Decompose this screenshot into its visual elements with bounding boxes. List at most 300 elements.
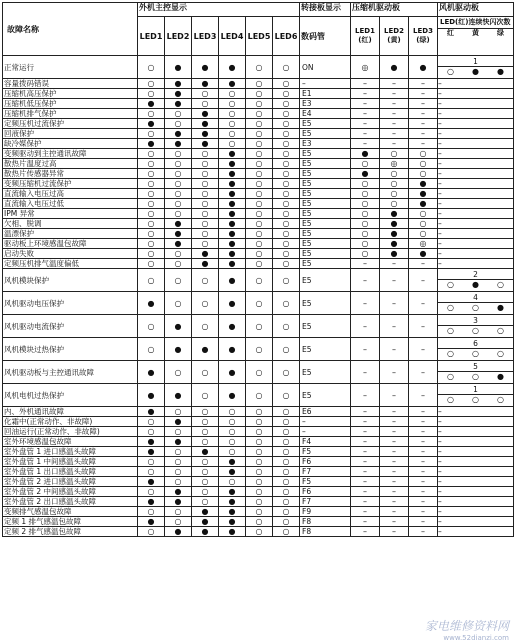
fault-row bbox=[3, 338, 514, 361]
fault-name: 风机模块过热保护 bbox=[3, 338, 138, 361]
fault-name: 室外盘管 2 出口感温头故障 bbox=[3, 497, 138, 507]
main-led4-state: ● bbox=[219, 487, 246, 497]
main-led3-state: ● bbox=[192, 338, 219, 361]
digital-code: E5 bbox=[300, 129, 351, 139]
main-led4-state: ○ bbox=[219, 139, 246, 149]
main-led6-state: ○ bbox=[273, 384, 300, 407]
main-led2-state: ● bbox=[165, 239, 192, 249]
comp-led3-state: – bbox=[409, 292, 438, 315]
main-led3-state: ● bbox=[192, 447, 219, 457]
comp-led1-state: – bbox=[351, 527, 380, 537]
main-led3-state: ○ bbox=[192, 99, 219, 109]
main-led6-state: ○ bbox=[273, 189, 300, 199]
comp-led3-state: – bbox=[409, 467, 438, 477]
fault-name: 室外盘管 1 中间感温头故障 bbox=[3, 457, 138, 467]
main-led4-state: ○ bbox=[219, 89, 246, 99]
main-led1-state: ○ bbox=[138, 338, 165, 361]
comp-led3-state: – bbox=[409, 417, 438, 427]
comp-led1-state: ○ bbox=[351, 219, 380, 229]
main-led3-state: ○ bbox=[192, 457, 219, 467]
comp-led3-state: – bbox=[409, 497, 438, 507]
comp-drive-header: 压缩机驱动板 bbox=[351, 3, 438, 17]
main-led5-state: ○ bbox=[246, 209, 273, 219]
main-led4-state: ● bbox=[219, 315, 246, 338]
main-led4-state: ● bbox=[219, 56, 246, 79]
digital-code: F7 bbox=[300, 497, 351, 507]
comp-led2-state: ● bbox=[380, 219, 409, 229]
comp-led2-state: – bbox=[380, 139, 409, 149]
fan-led-cell bbox=[438, 361, 514, 384]
fan-red-label: 红 bbox=[447, 29, 454, 37]
fan-led-cell bbox=[438, 384, 514, 407]
fan-led-cell: – bbox=[438, 79, 514, 89]
main-led1-state: ○ bbox=[138, 219, 165, 229]
comp-led3-state: – bbox=[409, 99, 438, 109]
main-led2-state: ○ bbox=[165, 517, 192, 527]
main-led1-state: ○ bbox=[138, 209, 165, 219]
main-led5-state: ○ bbox=[246, 507, 273, 517]
fault-row bbox=[3, 292, 514, 315]
watermark-url: www.52dianzi.com bbox=[443, 634, 509, 642]
main-led4-state: ● bbox=[219, 79, 246, 89]
main-led3-state: ○ bbox=[192, 239, 219, 249]
main-led1-state: ● bbox=[138, 99, 165, 109]
main-led5-state: ○ bbox=[246, 407, 273, 417]
digital-code: F7 bbox=[300, 467, 351, 477]
main-led5-state: ○ bbox=[246, 139, 273, 149]
main-led2-state: ● bbox=[165, 315, 192, 338]
comp-led2-state: – bbox=[380, 487, 409, 497]
main-led1-state: ● bbox=[138, 477, 165, 487]
main-led1-state: ○ bbox=[138, 315, 165, 338]
fault-name: 室外盘管 1 出口感温头故障 bbox=[3, 467, 138, 477]
digital-code: E5 bbox=[300, 159, 351, 169]
fan-led-cell: – bbox=[438, 249, 514, 259]
fan-led-state: ○ bbox=[497, 280, 504, 289]
fault-row bbox=[3, 447, 514, 457]
main-led3-state: ○ bbox=[192, 209, 219, 219]
main-led2-state: ○ bbox=[165, 292, 192, 315]
fault-name: 压缩机低压保护 bbox=[3, 99, 138, 109]
comp-led1-state: – bbox=[351, 487, 380, 497]
main-led2-state: ○ bbox=[165, 109, 192, 119]
main-led4-state: ● bbox=[219, 179, 246, 189]
fault-name: 室外环境感温包故障 bbox=[3, 437, 138, 447]
fan-led-cell: – bbox=[438, 199, 514, 209]
fault-name: 散热片温度过高 bbox=[3, 159, 138, 169]
digital-code: E5 bbox=[300, 239, 351, 249]
comp-led1-state: – bbox=[351, 467, 380, 477]
fan-led-cell: – bbox=[438, 417, 514, 427]
comp-led1-state: – bbox=[351, 315, 380, 338]
digital-code: F6 bbox=[300, 487, 351, 497]
comp-led1-state: – bbox=[351, 437, 380, 447]
comp-led3-state: – bbox=[409, 457, 438, 467]
fan-blink-count: 2 bbox=[473, 270, 478, 279]
fault-name: 定频压机过流保护 bbox=[3, 119, 138, 129]
comp-led2-state: – bbox=[380, 99, 409, 109]
digital-code: – bbox=[300, 427, 351, 437]
comp-led2-state: – bbox=[380, 527, 409, 537]
main-led1-state: ○ bbox=[138, 79, 165, 89]
main-led3-state: ○ bbox=[192, 219, 219, 229]
main-led2-state: ○ bbox=[165, 179, 192, 189]
main-led6-state: ○ bbox=[273, 169, 300, 179]
main-led6-state: ○ bbox=[273, 249, 300, 259]
comp-led3-state: ◎ bbox=[409, 239, 438, 249]
main-led3-state: ● bbox=[192, 139, 219, 149]
fan-led-state: ○ bbox=[447, 349, 454, 358]
main-led5-state: ○ bbox=[246, 487, 273, 497]
fan-led-cell: – bbox=[438, 487, 514, 497]
main-led4-state: ● bbox=[219, 497, 246, 507]
digital-code: E5 bbox=[300, 199, 351, 209]
comp-led2-state: ● bbox=[380, 249, 409, 259]
comp-led1-state: – bbox=[351, 269, 380, 292]
fault-name: 定频压机排气温度偏低 bbox=[3, 259, 138, 269]
main-led2-state: ● bbox=[165, 229, 192, 239]
comp-led1-state: – bbox=[351, 79, 380, 89]
fault-row bbox=[3, 189, 514, 199]
main-led2-state: ● bbox=[165, 487, 192, 497]
fan-led-state: ● bbox=[497, 67, 504, 76]
main-led4-state: ○ bbox=[219, 99, 246, 109]
comp-led2-state: ● bbox=[380, 56, 409, 79]
digital-code: – bbox=[300, 79, 351, 89]
digital-code: F6 bbox=[300, 457, 351, 467]
main-led4-state: ○ bbox=[219, 109, 246, 119]
main-led5-state: ○ bbox=[246, 169, 273, 179]
comp-led2-state: ○ bbox=[380, 189, 409, 199]
main-led6-state: ○ bbox=[273, 209, 300, 219]
main-led1-state: ● bbox=[138, 517, 165, 527]
main-led4-state: ● bbox=[219, 169, 246, 179]
fan-led-cell: – bbox=[438, 99, 514, 109]
fault-name: 直流输入电压过高 bbox=[3, 189, 138, 199]
fan-led-cell: – bbox=[438, 497, 514, 507]
main-led6-state: ○ bbox=[273, 361, 300, 384]
main-led3-state: ○ bbox=[192, 417, 219, 427]
fault-row bbox=[3, 149, 514, 159]
main-led5-state: ○ bbox=[246, 384, 273, 407]
comp-led3-state: – bbox=[409, 507, 438, 517]
fault-name: 缺冷媒保护 bbox=[3, 139, 138, 149]
comp-led1-state: – bbox=[351, 129, 380, 139]
fault-row bbox=[3, 427, 514, 437]
main-led1-state: ● bbox=[138, 447, 165, 457]
comp-led1-state: – bbox=[351, 119, 380, 129]
comp-led1-state: – bbox=[351, 407, 380, 417]
outdoor-main-header: 外机主控显示 bbox=[138, 3, 300, 17]
main-led2-state: ○ bbox=[165, 467, 192, 477]
fault-name-header: 故障名称 bbox=[3, 3, 138, 56]
comp-led3-state: – bbox=[409, 527, 438, 537]
digital-code: E5 bbox=[300, 292, 351, 315]
comp-led2-state: – bbox=[380, 361, 409, 384]
comp-led3-state: – bbox=[409, 427, 438, 437]
digital-code: E5 bbox=[300, 338, 351, 361]
main-led4-state: ● bbox=[219, 457, 246, 467]
fan-led-cell: – bbox=[438, 149, 514, 159]
fault-name: 室外盘管 2 进口感温头故障 bbox=[3, 477, 138, 487]
main-led4-state: ● bbox=[219, 249, 246, 259]
main-led6-state: ○ bbox=[273, 199, 300, 209]
comp-led2-state: – bbox=[380, 384, 409, 407]
main-led3-state: ● bbox=[192, 517, 219, 527]
main-led1-state: ○ bbox=[138, 109, 165, 119]
comp-led2-state: ○ bbox=[380, 179, 409, 189]
main-led2-state: ○ bbox=[165, 149, 192, 159]
fault-name: 启动失败 bbox=[3, 249, 138, 259]
main-led3-state: ● bbox=[192, 259, 219, 269]
fan-led-cell: – bbox=[438, 119, 514, 129]
main-led2-state: ● bbox=[165, 527, 192, 537]
main-led6-state: ○ bbox=[273, 427, 300, 437]
main-led4-state: ● bbox=[219, 507, 246, 517]
main-led2-state: ● bbox=[165, 417, 192, 427]
main-led2-state: ○ bbox=[165, 159, 192, 169]
fault-row bbox=[3, 315, 514, 338]
fault-row bbox=[3, 249, 514, 259]
fault-row bbox=[3, 209, 514, 219]
digital-code: E4 bbox=[300, 109, 351, 119]
main-led5-state: ○ bbox=[246, 159, 273, 169]
main-led1-state: ○ bbox=[138, 159, 165, 169]
main-led5-state: ○ bbox=[246, 239, 273, 249]
comp-led3-state: ○ bbox=[409, 169, 438, 179]
comp-led3-state: – bbox=[409, 384, 438, 407]
main-led6-state: ○ bbox=[273, 477, 300, 487]
main-led5-state: ○ bbox=[246, 467, 273, 477]
main-led4-state: ● bbox=[219, 361, 246, 384]
led5-header: LED5 bbox=[246, 17, 273, 56]
fault-row bbox=[3, 179, 514, 189]
main-led3-state: ○ bbox=[192, 199, 219, 209]
main-led4-state: ○ bbox=[219, 417, 246, 427]
comp-led3-state: – bbox=[409, 139, 438, 149]
main-led5-state: ○ bbox=[246, 497, 273, 507]
main-led6-state: ○ bbox=[273, 338, 300, 361]
main-led5-state: ○ bbox=[246, 99, 273, 109]
main-led6-state: ○ bbox=[273, 467, 300, 477]
fan-led-state: ● bbox=[472, 67, 479, 76]
main-led3-state: ● bbox=[192, 56, 219, 79]
main-led2-state: ○ bbox=[165, 427, 192, 437]
comp-led2-state: – bbox=[380, 507, 409, 517]
fan-led-cell bbox=[438, 338, 514, 361]
fan-led-cell: – bbox=[438, 239, 514, 249]
fan-led-cell: – bbox=[438, 407, 514, 417]
main-led1-state: ○ bbox=[138, 179, 165, 189]
main-led6-state: ○ bbox=[273, 457, 300, 467]
main-led3-state: ○ bbox=[192, 269, 219, 292]
main-led1-state: ○ bbox=[138, 427, 165, 437]
fault-row bbox=[3, 417, 514, 427]
main-led6-state: ○ bbox=[273, 56, 300, 79]
main-led5-state: ○ bbox=[246, 56, 273, 79]
fan-led-state: ● bbox=[472, 280, 479, 289]
fan-led-cell: – bbox=[438, 507, 514, 517]
main-led3-state: ○ bbox=[192, 229, 219, 239]
main-led3-state: ● bbox=[192, 249, 219, 259]
fault-row bbox=[3, 79, 514, 89]
main-led2-state: ○ bbox=[165, 269, 192, 292]
fan-drive-header: 风机驱动板 bbox=[438, 3, 514, 17]
main-led6-state: ○ bbox=[273, 229, 300, 239]
digital-code: F5 bbox=[300, 477, 351, 487]
fan-led-cell: – bbox=[438, 437, 514, 447]
comp-led3-state: – bbox=[409, 315, 438, 338]
comp-led1-state: ○ bbox=[351, 239, 380, 249]
comp-led2-state: – bbox=[380, 109, 409, 119]
digital-code: E5 bbox=[300, 384, 351, 407]
fan-led-state: ○ bbox=[447, 280, 454, 289]
fan-yellow-label: 黄 bbox=[472, 29, 479, 37]
main-led3-state: ● bbox=[192, 527, 219, 537]
comp-led3-state: ○ bbox=[409, 149, 438, 159]
main-led5-state: ○ bbox=[246, 79, 273, 89]
main-led4-state: ○ bbox=[219, 437, 246, 447]
main-led6-state: ○ bbox=[273, 269, 300, 292]
comp-led3-state: ○ bbox=[409, 159, 438, 169]
main-led1-state: ○ bbox=[138, 199, 165, 209]
fan-led-cell: – bbox=[438, 159, 514, 169]
fault-row bbox=[3, 99, 514, 109]
main-led3-state: ● bbox=[192, 119, 219, 129]
comp-led2-state: ○ bbox=[380, 169, 409, 179]
main-led3-state: ○ bbox=[192, 149, 219, 159]
comp-led3-state: – bbox=[409, 487, 438, 497]
main-led5-state: ○ bbox=[246, 259, 273, 269]
main-led6-state: ○ bbox=[273, 497, 300, 507]
fault-row bbox=[3, 487, 514, 497]
comp-led3-state: ● bbox=[409, 179, 438, 189]
main-led4-state: ● bbox=[219, 149, 246, 159]
main-led5-state: ○ bbox=[246, 437, 273, 447]
fan-led-state: ○ bbox=[472, 326, 479, 335]
fan-green-label: 绿 bbox=[497, 29, 504, 37]
main-led2-state: ○ bbox=[165, 259, 192, 269]
fault-row bbox=[3, 437, 514, 447]
fan-led-cell: – bbox=[438, 89, 514, 99]
fan-led-state: ○ bbox=[472, 395, 479, 404]
digital-code: E6 bbox=[300, 407, 351, 417]
main-led1-state: ○ bbox=[138, 229, 165, 239]
digital-code: E5 bbox=[300, 209, 351, 219]
fault-row bbox=[3, 457, 514, 467]
main-led2-state: ● bbox=[165, 437, 192, 447]
main-led3-state: ○ bbox=[192, 179, 219, 189]
main-led2-state: ● bbox=[165, 497, 192, 507]
main-led4-state: ○ bbox=[219, 447, 246, 457]
comp-led3-state: ● bbox=[409, 199, 438, 209]
digital-code: E3 bbox=[300, 139, 351, 149]
main-led1-state: ○ bbox=[138, 189, 165, 199]
fan-led-state: ○ bbox=[497, 349, 504, 358]
main-led1-state: ● bbox=[138, 119, 165, 129]
main-led2-state: ○ bbox=[165, 119, 192, 129]
fault-name: 驱动板上环境感温包故障 bbox=[3, 239, 138, 249]
main-led4-state: ● bbox=[219, 338, 246, 361]
fan-led-cell bbox=[438, 292, 514, 315]
main-led1-state: ○ bbox=[138, 149, 165, 159]
main-led3-state: ○ bbox=[192, 159, 219, 169]
comp-led3-state: – bbox=[409, 259, 438, 269]
main-led2-state: ● bbox=[165, 99, 192, 109]
main-led4-state: ● bbox=[219, 269, 246, 292]
fault-name: 温漂保护 bbox=[3, 229, 138, 239]
main-led1-state: ○ bbox=[138, 259, 165, 269]
comp-led1-state: – bbox=[351, 361, 380, 384]
fan-led-cell: – bbox=[438, 517, 514, 527]
comp-led3-state: – bbox=[409, 407, 438, 417]
main-led2-state: ○ bbox=[165, 407, 192, 417]
digital-code: E5 bbox=[300, 189, 351, 199]
fault-row bbox=[3, 361, 514, 384]
main-led4-state: ○ bbox=[219, 477, 246, 487]
main-led4-state: ○ bbox=[219, 119, 246, 129]
led3-header: LED3 bbox=[192, 17, 219, 56]
main-led2-state: ○ bbox=[165, 249, 192, 259]
fault-name: 回油运行(正常动作、非故障) bbox=[3, 427, 138, 437]
fault-name: 散热片传感器异常 bbox=[3, 169, 138, 179]
comp-led3-state: – bbox=[409, 361, 438, 384]
main-led3-state: ○ bbox=[192, 292, 219, 315]
comp-led1-state: – bbox=[351, 109, 380, 119]
digital-code: E5 bbox=[300, 179, 351, 189]
main-led3-state: ● bbox=[192, 79, 219, 89]
main-led5-state: ○ bbox=[246, 338, 273, 361]
main-led2-state: ● bbox=[165, 129, 192, 139]
main-led2-state: ● bbox=[165, 56, 192, 79]
fan-blink-count: 1 bbox=[473, 385, 478, 394]
fan-blink-count: 3 bbox=[473, 316, 478, 325]
main-led3-state: ○ bbox=[192, 361, 219, 384]
main-led6-state: ○ bbox=[273, 259, 300, 269]
main-led3-state: ● bbox=[192, 507, 219, 517]
main-led5-state: ○ bbox=[246, 89, 273, 99]
comp-led2-state: – bbox=[380, 79, 409, 89]
comp-led2-state: – bbox=[380, 477, 409, 487]
main-led5-state: ○ bbox=[246, 189, 273, 199]
comp-led1-state: – bbox=[351, 447, 380, 457]
main-led2-state: ○ bbox=[165, 477, 192, 487]
comp-led1-state: – bbox=[351, 338, 380, 361]
main-led5-state: ○ bbox=[246, 229, 273, 239]
comp-led2-state: – bbox=[380, 447, 409, 457]
main-led3-state: ● bbox=[192, 129, 219, 139]
fault-name: 回液保护 bbox=[3, 129, 138, 139]
fault-row bbox=[3, 169, 514, 179]
comp-led1-state: ○ bbox=[351, 209, 380, 219]
digital-code: E5 bbox=[300, 249, 351, 259]
fault-row bbox=[3, 497, 514, 507]
main-led1-state: ○ bbox=[138, 457, 165, 467]
fault-row bbox=[3, 229, 514, 239]
fault-name: 容量拨码错误 bbox=[3, 79, 138, 89]
main-led6-state: ○ bbox=[273, 179, 300, 189]
fan-blink-count: 1 bbox=[473, 57, 478, 66]
main-led3-state: ○ bbox=[192, 467, 219, 477]
main-led2-state: ● bbox=[165, 89, 192, 99]
main-led4-state: ○ bbox=[219, 407, 246, 417]
fan-led-cell: – bbox=[438, 179, 514, 189]
digital-code: F8 bbox=[300, 517, 351, 527]
comp-led3-state: – bbox=[409, 79, 438, 89]
main-led6-state: ○ bbox=[273, 407, 300, 417]
main-led3-state: ○ bbox=[192, 477, 219, 487]
main-led4-state: ● bbox=[219, 292, 246, 315]
